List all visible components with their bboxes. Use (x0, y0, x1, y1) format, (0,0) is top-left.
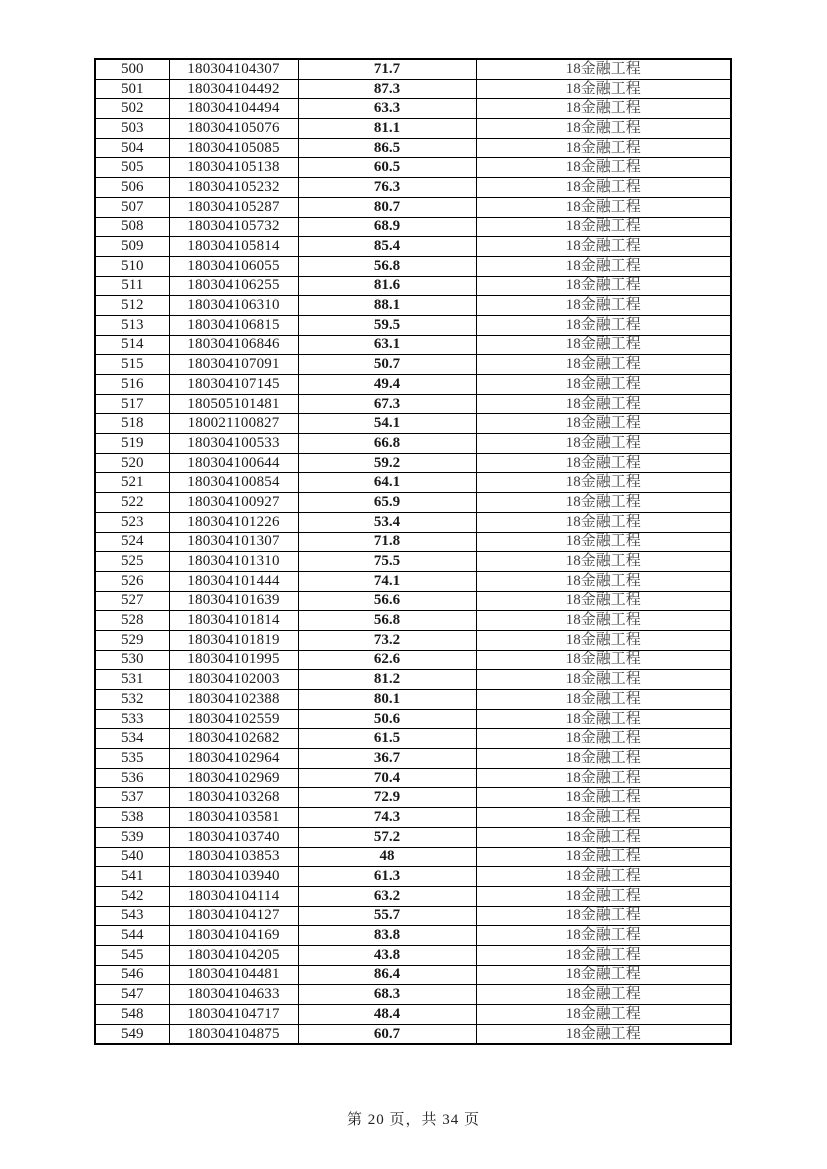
rank-cell: 549 (95, 1024, 169, 1044)
table-row (95, 59, 731, 79)
class-name-cell: 18金融工程 (476, 768, 731, 788)
class-name-cell: 18金融工程 (476, 355, 731, 375)
student-id-cell: 180304106815 (169, 315, 298, 335)
score-cell: 73.2 (298, 630, 476, 650)
table-row (95, 788, 731, 808)
table-row (95, 394, 731, 414)
rank-cell: 543 (95, 906, 169, 926)
table-row (95, 670, 731, 690)
rank-cell: 506 (95, 178, 169, 198)
class-name-cell: 18金融工程 (476, 788, 731, 808)
student-id-cell: 180304101814 (169, 611, 298, 631)
student-id-cell: 180304102003 (169, 670, 298, 690)
student-id-cell: 180304106255 (169, 276, 298, 296)
student-id-cell: 180304102969 (169, 768, 298, 788)
score-cell: 60.5 (298, 158, 476, 178)
score-cell: 74.1 (298, 571, 476, 591)
student-id-cell: 180304100927 (169, 493, 298, 513)
student-id-cell: 180304101819 (169, 630, 298, 650)
rank-cell: 542 (95, 886, 169, 906)
class-name-cell: 18金融工程 (476, 847, 731, 867)
rank-cell: 502 (95, 99, 169, 119)
rank-cell: 524 (95, 532, 169, 552)
table-row (95, 965, 731, 985)
rank-cell: 548 (95, 1005, 169, 1025)
student-id-cell: 180304103853 (169, 847, 298, 867)
class-name-cell: 18金融工程 (476, 473, 731, 493)
score-cell: 81.6 (298, 276, 476, 296)
student-id-cell: 180304104717 (169, 1005, 298, 1025)
class-name-cell: 18金融工程 (476, 532, 731, 552)
class-name-cell: 18金融工程 (476, 729, 731, 749)
score-cell: 68.9 (298, 217, 476, 237)
class-name-cell: 18金融工程 (476, 591, 731, 611)
score-cell: 68.3 (298, 985, 476, 1005)
class-name-cell: 18金融工程 (476, 256, 731, 276)
student-id-cell: 180304104492 (169, 79, 298, 99)
student-id-cell: 180304105732 (169, 217, 298, 237)
table-row (95, 355, 731, 375)
table-row (95, 99, 731, 119)
rank-cell: 538 (95, 808, 169, 828)
score-cell: 88.1 (298, 296, 476, 316)
table-row (95, 867, 731, 887)
score-cell: 66.8 (298, 434, 476, 454)
class-name-cell: 18金融工程 (476, 375, 731, 395)
rank-cell: 540 (95, 847, 169, 867)
table-row (95, 768, 731, 788)
table-row (95, 512, 731, 532)
class-name-cell: 18金融工程 (476, 867, 731, 887)
table-row (95, 217, 731, 237)
student-id-cell: 180304104633 (169, 985, 298, 1005)
score-cell: 48 (298, 847, 476, 867)
student-id-cell: 180304101226 (169, 512, 298, 532)
class-name-cell: 18金融工程 (476, 217, 731, 237)
table-row (95, 335, 731, 355)
score-cell: 65.9 (298, 493, 476, 513)
class-name-cell: 18金融工程 (476, 493, 731, 513)
student-id-cell: 180505101481 (169, 394, 298, 414)
table-row (95, 237, 731, 257)
rank-cell: 531 (95, 670, 169, 690)
class-name-cell: 18金融工程 (476, 690, 731, 710)
class-name-cell: 18金融工程 (476, 552, 731, 572)
table-row (95, 690, 731, 710)
table-row (95, 847, 731, 867)
table-row (95, 709, 731, 729)
score-cell: 53.4 (298, 512, 476, 532)
table-row (95, 827, 731, 847)
student-id-cell: 180304105232 (169, 178, 298, 198)
table-row (95, 79, 731, 99)
rank-cell: 539 (95, 827, 169, 847)
student-id-cell: 180304104481 (169, 965, 298, 985)
class-name-cell: 18金融工程 (476, 276, 731, 296)
score-cell: 64.1 (298, 473, 476, 493)
rank-cell: 512 (95, 296, 169, 316)
rank-cell: 501 (95, 79, 169, 99)
score-cell: 67.3 (298, 394, 476, 414)
rank-cell: 504 (95, 138, 169, 158)
table-row (95, 650, 731, 670)
class-name-cell: 18金融工程 (476, 965, 731, 985)
score-cell: 83.8 (298, 926, 476, 946)
score-cell: 48.4 (298, 1005, 476, 1025)
table-row (95, 552, 731, 572)
table-row (95, 197, 731, 217)
class-name-cell: 18金融工程 (476, 394, 731, 414)
table-row (95, 119, 731, 139)
table-row (95, 158, 731, 178)
score-cell: 56.6 (298, 591, 476, 611)
score-cell: 61.5 (298, 729, 476, 749)
student-id-cell: 180304100854 (169, 473, 298, 493)
score-cell: 81.2 (298, 670, 476, 690)
table-row (95, 256, 731, 276)
table-row (95, 414, 731, 434)
rank-cell: 517 (95, 394, 169, 414)
score-cell: 80.1 (298, 690, 476, 710)
rank-cell: 534 (95, 729, 169, 749)
class-name-cell: 18金融工程 (476, 158, 731, 178)
class-name-cell: 18金融工程 (476, 1005, 731, 1025)
rank-cell: 520 (95, 453, 169, 473)
rank-cell: 544 (95, 926, 169, 946)
score-cell: 59.5 (298, 315, 476, 335)
class-name-cell: 18金融工程 (476, 985, 731, 1005)
table-row (95, 1024, 731, 1044)
student-id-cell: 180304101995 (169, 650, 298, 670)
rank-cell: 519 (95, 434, 169, 454)
student-id-cell: 180304101310 (169, 552, 298, 572)
rank-cell: 526 (95, 571, 169, 591)
student-id-cell: 180304104127 (169, 906, 298, 926)
score-cell: 36.7 (298, 749, 476, 769)
rank-cell: 547 (95, 985, 169, 1005)
score-cell: 63.1 (298, 335, 476, 355)
rank-cell: 507 (95, 197, 169, 217)
student-id-cell: 180304105085 (169, 138, 298, 158)
table-row (95, 611, 731, 631)
score-cell: 59.2 (298, 453, 476, 473)
table-row (95, 1005, 731, 1025)
student-id-cell: 180304103581 (169, 808, 298, 828)
rank-cell: 530 (95, 650, 169, 670)
student-id-cell: 180304104205 (169, 945, 298, 965)
student-id-cell: 180304105287 (169, 197, 298, 217)
rank-cell: 536 (95, 768, 169, 788)
class-name-cell: 18金融工程 (476, 197, 731, 217)
rank-cell: 525 (95, 552, 169, 572)
class-name-cell: 18金融工程 (476, 650, 731, 670)
table-row (95, 906, 731, 926)
table-row (95, 178, 731, 198)
page-number-footer: 第 20 页，共 34 页 (346, 1112, 480, 1128)
table-row (95, 808, 731, 828)
score-cell: 75.5 (298, 552, 476, 572)
student-id-cell: 180304103740 (169, 827, 298, 847)
student-id-cell: 180304101307 (169, 532, 298, 552)
class-name-cell: 18金融工程 (476, 886, 731, 906)
rank-cell: 532 (95, 690, 169, 710)
table-row (95, 571, 731, 591)
table-row (95, 591, 731, 611)
rank-cell: 537 (95, 788, 169, 808)
score-cell: 60.7 (298, 1024, 476, 1044)
class-name-cell: 18金融工程 (476, 335, 731, 355)
class-name-cell: 18金融工程 (476, 611, 731, 631)
student-id-cell: 180304105076 (169, 119, 298, 139)
class-name-cell: 18金融工程 (476, 138, 731, 158)
score-cell: 56.8 (298, 611, 476, 631)
table-row (95, 296, 731, 316)
class-name-cell: 18金融工程 (476, 296, 731, 316)
rank-cell: 500 (95, 59, 169, 79)
rank-cell: 509 (95, 237, 169, 257)
rank-cell: 508 (95, 217, 169, 237)
score-cell: 43.8 (298, 945, 476, 965)
class-name-cell: 18金融工程 (476, 906, 731, 926)
rank-cell: 521 (95, 473, 169, 493)
rank-cell: 546 (95, 965, 169, 985)
student-id-cell: 180304104494 (169, 99, 298, 119)
rank-cell: 511 (95, 276, 169, 296)
class-name-cell: 18金融工程 (476, 630, 731, 650)
class-name-cell: 18金融工程 (476, 119, 731, 139)
rank-cell: 535 (95, 749, 169, 769)
student-id-cell: 180304106846 (169, 335, 298, 355)
student-id-cell: 180304104875 (169, 1024, 298, 1044)
rank-cell: 527 (95, 591, 169, 611)
student-id-cell: 180304107091 (169, 355, 298, 375)
table-row (95, 729, 731, 749)
score-cell: 87.3 (298, 79, 476, 99)
table-row (95, 886, 731, 906)
score-cell: 63.3 (298, 99, 476, 119)
score-cell: 54.1 (298, 414, 476, 434)
score-cell: 71.7 (298, 59, 476, 79)
class-name-cell: 18金融工程 (476, 237, 731, 257)
score-cell: 62.6 (298, 650, 476, 670)
student-id-cell: 180304106310 (169, 296, 298, 316)
student-id-cell: 180304101444 (169, 571, 298, 591)
rank-cell: 510 (95, 256, 169, 276)
score-cell: 55.7 (298, 906, 476, 926)
class-name-cell: 18金融工程 (476, 926, 731, 946)
table-row (95, 473, 731, 493)
class-name-cell: 18金融工程 (476, 512, 731, 532)
student-id-cell: 180304105138 (169, 158, 298, 178)
score-table-body (95, 59, 731, 1044)
table-row (95, 138, 731, 158)
score-cell: 74.3 (298, 808, 476, 828)
class-name-cell: 18金融工程 (476, 59, 731, 79)
class-name-cell: 18金融工程 (476, 99, 731, 119)
student-id-cell: 180304102559 (169, 709, 298, 729)
score-cell: 70.4 (298, 768, 476, 788)
class-name-cell: 18金融工程 (476, 414, 731, 434)
student-id-cell: 180304100644 (169, 453, 298, 473)
class-name-cell: 18金融工程 (476, 1024, 731, 1044)
table-row (95, 749, 731, 769)
student-id-cell: 180304104169 (169, 926, 298, 946)
class-name-cell: 18金融工程 (476, 178, 731, 198)
class-name-cell: 18金融工程 (476, 827, 731, 847)
score-cell: 50.7 (298, 355, 476, 375)
student-id-cell: 180021100827 (169, 414, 298, 434)
table-row (95, 375, 731, 395)
student-id-cell: 180304104114 (169, 886, 298, 906)
class-name-cell: 18金融工程 (476, 315, 731, 335)
class-name-cell: 18金融工程 (476, 808, 731, 828)
rank-cell: 518 (95, 414, 169, 434)
class-name-cell: 18金融工程 (476, 749, 731, 769)
table-row (95, 945, 731, 965)
student-id-cell: 180304100533 (169, 434, 298, 454)
table-row (95, 926, 731, 946)
rank-cell: 522 (95, 493, 169, 513)
score-cell: 76.3 (298, 178, 476, 198)
student-id-cell: 180304102964 (169, 749, 298, 769)
class-name-cell: 18金融工程 (476, 453, 731, 473)
score-cell: 86.5 (298, 138, 476, 158)
student-id-cell: 180304102682 (169, 729, 298, 749)
student-id-cell: 180304106055 (169, 256, 298, 276)
table-row (95, 315, 731, 335)
rank-cell: 503 (95, 119, 169, 139)
score-cell: 80.7 (298, 197, 476, 217)
table-row (95, 985, 731, 1005)
score-cell: 72.9 (298, 788, 476, 808)
class-name-cell: 18金融工程 (476, 945, 731, 965)
table-row (95, 276, 731, 296)
class-name-cell: 18金融工程 (476, 709, 731, 729)
student-id-cell: 180304104307 (169, 59, 298, 79)
score-cell: 50.6 (298, 709, 476, 729)
table-row (95, 493, 731, 513)
score-cell: 61.3 (298, 867, 476, 887)
score-cell: 81.1 (298, 119, 476, 139)
score-cell: 85.4 (298, 237, 476, 257)
score-cell: 49.4 (298, 375, 476, 395)
rank-cell: 514 (95, 335, 169, 355)
student-id-cell: 180304101639 (169, 591, 298, 611)
rank-cell: 533 (95, 709, 169, 729)
score-cell: 57.2 (298, 827, 476, 847)
rank-cell: 529 (95, 630, 169, 650)
score-cell: 71.8 (298, 532, 476, 552)
table-row (95, 532, 731, 552)
student-id-cell: 180304102388 (169, 690, 298, 710)
rank-cell: 505 (95, 158, 169, 178)
class-name-cell: 18金融工程 (476, 670, 731, 690)
score-cell: 86.4 (298, 965, 476, 985)
class-name-cell: 18金融工程 (476, 571, 731, 591)
table-row (95, 453, 731, 473)
class-name-cell: 18金融工程 (476, 434, 731, 454)
rank-cell: 523 (95, 512, 169, 532)
student-id-cell: 180304103268 (169, 788, 298, 808)
student-id-cell: 180304107145 (169, 375, 298, 395)
rank-cell: 513 (95, 315, 169, 335)
class-name-cell: 18金融工程 (476, 79, 731, 99)
score-table (94, 58, 732, 1045)
score-cell: 63.2 (298, 886, 476, 906)
student-id-cell: 180304103940 (169, 867, 298, 887)
table-row (95, 434, 731, 454)
rank-cell: 541 (95, 867, 169, 887)
student-id-cell: 180304105814 (169, 237, 298, 257)
score-cell: 56.8 (298, 256, 476, 276)
rank-cell: 516 (95, 375, 169, 395)
rank-cell: 528 (95, 611, 169, 631)
table-row (95, 630, 731, 650)
rank-cell: 545 (95, 945, 169, 965)
rank-cell: 515 (95, 355, 169, 375)
